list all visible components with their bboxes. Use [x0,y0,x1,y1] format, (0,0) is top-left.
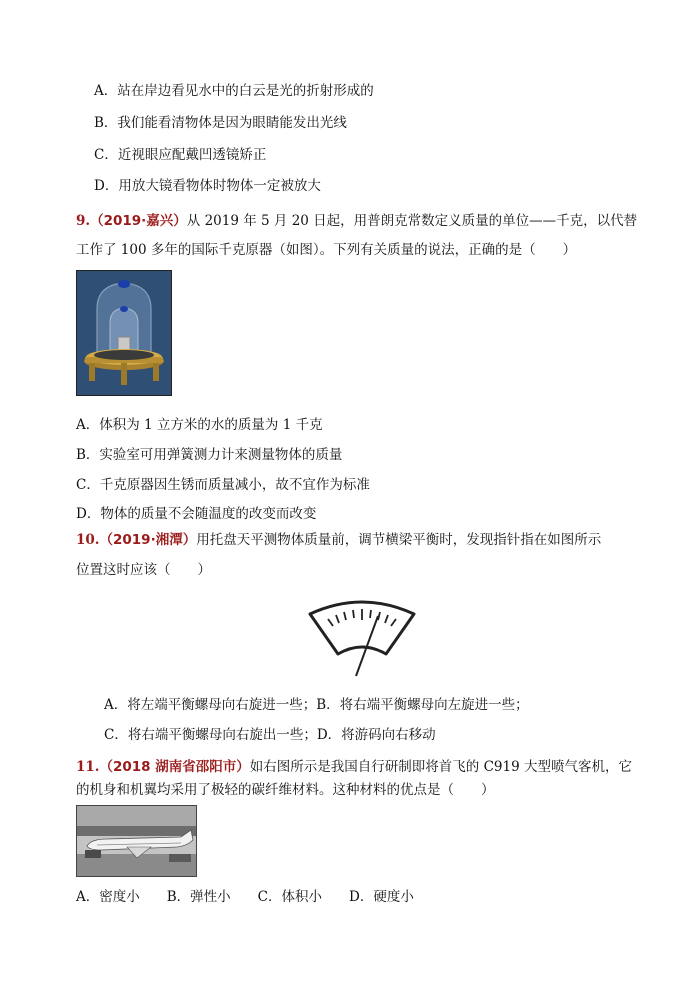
q11-stem-line2: 的机身和机翼均采用了极轻的碳纤维材料。这种材料的优点是（ ） [76,782,495,798]
q10-stem-line2: 位置这时应该（ ） [76,562,211,578]
balance-pointer-diagram [306,596,418,680]
q10-stem-text1: 用托盘天平测物体质量前，调节横梁平衡时，发现指针指在如图所示 [196,532,602,548]
q10-source: （2019·湘潭） [99,532,197,548]
q10-options-ab: A．将左端平衡螺母向右旋进一些；B．将右端平衡螺母向左旋进一些； [104,697,529,713]
q10-options-cd: C．将右端平衡螺母向右旋出一些；D．将游码向右移动 [104,727,436,743]
q9-stem-text1: 从 2019 年 5 月 20 日起，用普朗克常数定义质量的单位——千克，以代替 [186,213,638,229]
q11-stem-line1 [76,758,632,776]
q9-number: 9. [76,213,91,229]
q8-option-d: D．用放大镜看物体时物体一定被放大 [94,178,321,194]
kilogram-prototype-photo [76,270,172,396]
q9-source: （2019·嘉兴） [90,213,187,229]
q10-number: 10. [76,532,100,548]
kilogram-prototype-illustration [77,271,171,395]
q9-option-a: A．体积为 1 立方米的水的质量为 1 千克 [76,417,323,433]
q11-options: A．密度小 B．弹性小 C．体积小 D．硬度小 [76,889,414,905]
q8-option-c: C．近视眼应配戴凹透镜矫正 [94,147,267,163]
airplane-illustration [77,806,196,876]
c919-airplane-photo [76,805,197,877]
q11-stem-text1: 如右图所示是我国自行研制即将首飞的 C919 大型喷气客机，它 [249,759,632,775]
q11-number: 11. [76,759,100,775]
q9-stem-line2: 工作了 100 多年的国际千克原器（如图）。下列有关质量的说法，正确的是（ ） [76,242,577,258]
q9-option-c: C．千克原器因生锈而质量减小，故不宜作为标准 [76,477,370,493]
q10-stem-line1 [76,531,601,549]
q9-option-b: B．实验室可用弹簧测力计来测量物体的质量 [76,447,343,463]
q8-option-a: A．站在岸边看见水中的白云是光的折射形成的 [94,83,374,99]
q9-option-d: D．物体的质量不会随温度的改变而改变 [76,506,317,522]
q9-stem-line1 [76,212,637,230]
q11-source: （2018 湖南省邵阳市） [99,759,250,775]
q8-option-b: B．我们能看清物体是因为眼睛能发出光线 [94,115,347,131]
balance-scale-dial-icon [306,596,418,680]
